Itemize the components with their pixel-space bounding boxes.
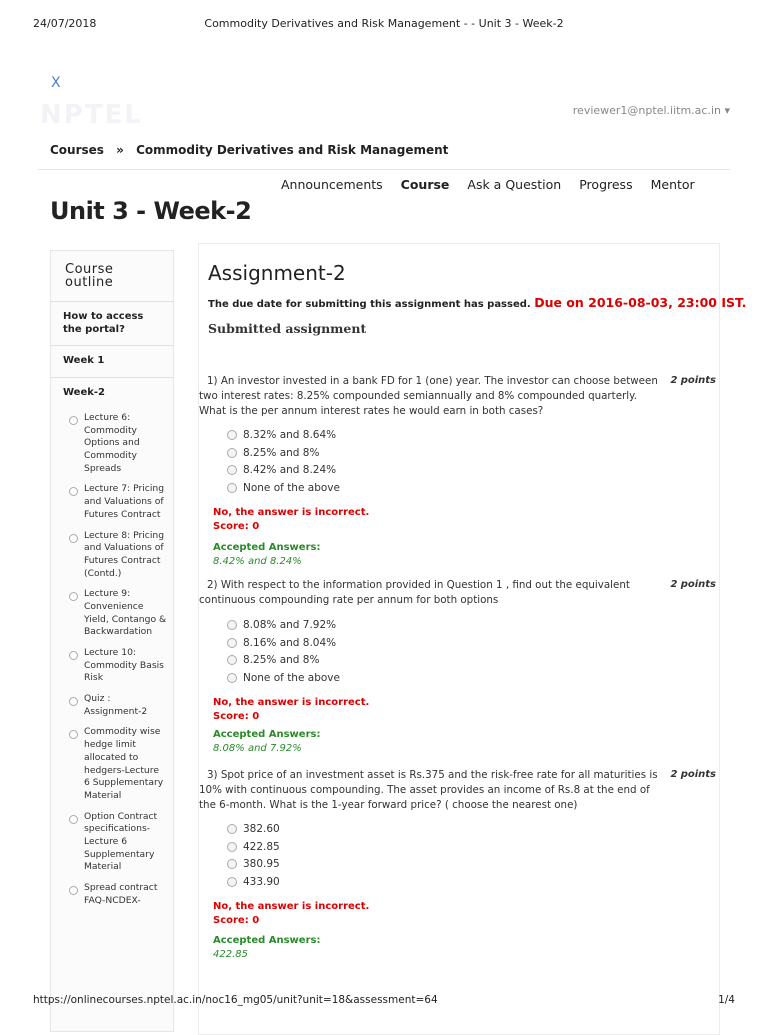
unvisited-circle-icon: [69, 534, 78, 543]
unvisited-circle-icon: [69, 416, 78, 425]
answer-option[interactable]: None of the above: [227, 672, 340, 690]
radio-button[interactable]: [227, 483, 237, 493]
unvisited-circle-icon: [69, 730, 78, 739]
header-divider: [38, 169, 730, 170]
nptel-logo: NPTEL: [40, 100, 143, 130]
breadcrumb-course-link[interactable]: Commodity Derivatives and Risk Management: [136, 143, 449, 157]
sidebar-lesson-item[interactable]: Lecture 9: Convenience Yield, Contango & Backwardation: [51, 584, 173, 643]
unit-title: Unit 3 - Week-2: [50, 197, 252, 225]
answer-option[interactable]: 8.25% and 8%: [227, 654, 340, 672]
breadcrumb-courses-link[interactable]: Courses: [50, 143, 104, 157]
answer-option[interactable]: 8.16% and 8.04%: [227, 637, 340, 655]
tab-announcements[interactable]: Announcements: [281, 177, 383, 192]
answer-options: [227, 823, 280, 893]
question-text: 1) An investor invested in a bank FD for 1 (one) year. The investor can choose between two interest rates: 8.25% compounded semiannually and 8% compounded quarterly. What is the per annum interest rates he would earn in both cases?: [199, 375, 658, 417]
course-nav: [281, 177, 695, 192]
breadcrumb-separator: »: [116, 143, 124, 157]
tab-progress[interactable]: Progress: [579, 177, 633, 192]
tab-ask-a-question[interactable]: Ask a Question: [467, 177, 562, 192]
score-text: Score: 0: [213, 915, 260, 926]
accepted-answers: [213, 728, 320, 756]
tab-course[interactable]: Course: [400, 177, 450, 192]
answer-options: [227, 429, 340, 499]
unvisited-circle-icon: [69, 697, 78, 706]
question-points: 2 points: [670, 375, 716, 386]
radio-button[interactable]: [227, 430, 237, 440]
incorrect-message: No, the answer is incorrect.: [213, 901, 370, 912]
user-menu[interactable]: reviewer1@nptel.iitm.ac.in ▾: [572, 104, 730, 117]
radio-button[interactable]: [227, 620, 237, 630]
print-footer-page: 1/4: [718, 994, 735, 1006]
radio-button[interactable]: [227, 842, 237, 852]
accepted-answer-value: 8.42% and 8.24%: [213, 556, 302, 567]
unvisited-circle-icon: [69, 651, 78, 660]
print-page-title: Commodity Derivatives and Risk Management - - Unit 3 - Week-2: [204, 17, 564, 30]
answer-option[interactable]: 8.42% and 8.24%: [227, 464, 340, 482]
answer-option[interactable]: 8.25% and 8%: [227, 447, 340, 465]
answer-option[interactable]: None of the above: [227, 482, 340, 500]
question-points: 2 points: [670, 769, 716, 780]
submitted-assignment-label: Submitted assignment: [208, 321, 367, 336]
sidebar-lesson-item[interactable]: Commodity wise hedge limit allocated to hedgers-Lecture 6 Supplementary Material: [51, 722, 173, 806]
accepted-answers-label: Accepted Answers:: [213, 542, 321, 553]
sidebar-lesson-item[interactable]: Option Contract specifications-Lecture 6 Supplementary Material: [51, 807, 173, 878]
radio-button[interactable]: [227, 655, 237, 665]
close-icon[interactable]: X: [51, 75, 61, 91]
answer-feedback: [213, 696, 369, 724]
sidebar-item-week-2[interactable]: Week-2: [63, 386, 105, 398]
sidebar-item-how-to-access[interactable]: How to access the portal?: [51, 302, 173, 346]
tab-mentor[interactable]: Mentor: [650, 177, 695, 192]
sidebar-heading: Course outline: [51, 251, 173, 302]
accepted-answers: [213, 934, 320, 962]
sidebar-lesson-item[interactable]: Lecture 6: Commodity Options and Commodity Spreads: [51, 408, 173, 479]
unvisited-circle-icon: [69, 886, 78, 895]
radio-button[interactable]: [227, 638, 237, 648]
sidebar-lesson-item[interactable]: Quiz : Assignment-2: [51, 689, 173, 722]
radio-button[interactable]: [227, 465, 237, 475]
due-date: Due on 2016-08-03, 23:00 IST.: [534, 295, 747, 310]
radio-button[interactable]: [227, 877, 237, 887]
incorrect-message: No, the answer is incorrect.: [213, 697, 370, 708]
accepted-answers-label: Accepted Answers:: [213, 729, 321, 740]
answer-option[interactable]: 433.90: [227, 876, 280, 894]
unvisited-circle-icon: [69, 592, 78, 601]
accepted-answer-value: 8.08% and 7.92%: [213, 743, 302, 754]
sidebar-lesson-item[interactable]: Lecture 10: Commodity Basis Risk: [51, 643, 173, 689]
unvisited-circle-icon: [69, 487, 78, 496]
print-date: 24/07/2018: [33, 17, 97, 30]
answer-option[interactable]: 8.32% and 8.64%: [227, 429, 340, 447]
radio-button[interactable]: [227, 448, 237, 458]
sidebar-lesson-item[interactable]: Lecture 7: Pricing and Valuations of Futures Contract: [51, 479, 173, 525]
score-text: Score: 0: [213, 711, 260, 722]
question-text: 3) Spot price of an investment asset is Rs.375 and the risk-free rate for all maturities is 10% with continuous compounding. The asset provides an income of Rs.8 at the end of the 6-month. What is the 1-year forward price? ( choose the nearest one): [199, 769, 658, 811]
answer-feedback: [213, 900, 369, 928]
unvisited-circle-icon: [69, 815, 78, 824]
radio-button[interactable]: [227, 673, 237, 683]
accepted-answer-value: 422.85: [213, 949, 248, 960]
question-points: 2 points: [670, 579, 716, 590]
sidebar-item-week-1[interactable]: Week 1: [51, 346, 173, 378]
due-notice: [208, 295, 746, 310]
assignment-title: Assignment-2: [208, 261, 346, 285]
course-outline-sidebar: [50, 250, 174, 1032]
score-text: Score: 0: [213, 521, 260, 532]
radio-button[interactable]: [227, 859, 237, 869]
accepted-answers-label: Accepted Answers:: [213, 935, 321, 946]
print-footer-url: https://onlinecourses.nptel.ac.in/noc16_mg05/unit?unit=18&assessment=64: [33, 994, 438, 1006]
accepted-answers: [213, 541, 320, 569]
question-text: 2) With respect to the information provided in Question 1 , find out the equivalent continuous compounding rate per annum for both options: [199, 579, 630, 606]
answer-option[interactable]: 382.60: [227, 823, 280, 841]
due-notice-text: The due date for submitting this assignment has passed.: [208, 299, 531, 310]
answer-option[interactable]: 422.85: [227, 841, 280, 859]
sidebar-lesson-item[interactable]: Spread contract FAQ-NCDEX-: [51, 878, 173, 911]
incorrect-message: No, the answer is incorrect.: [213, 507, 370, 518]
radio-button[interactable]: [227, 824, 237, 834]
answer-options: [227, 619, 340, 689]
breadcrumb: [50, 143, 456, 157]
answer-feedback: [213, 506, 369, 534]
answer-option[interactable]: 380.95: [227, 858, 280, 876]
answer-option[interactable]: 8.08% and 7.92%: [227, 619, 340, 637]
sidebar-lesson-item[interactable]: Lecture 8: Pricing and Valuations of Futures Contract (Contd.): [51, 526, 173, 585]
